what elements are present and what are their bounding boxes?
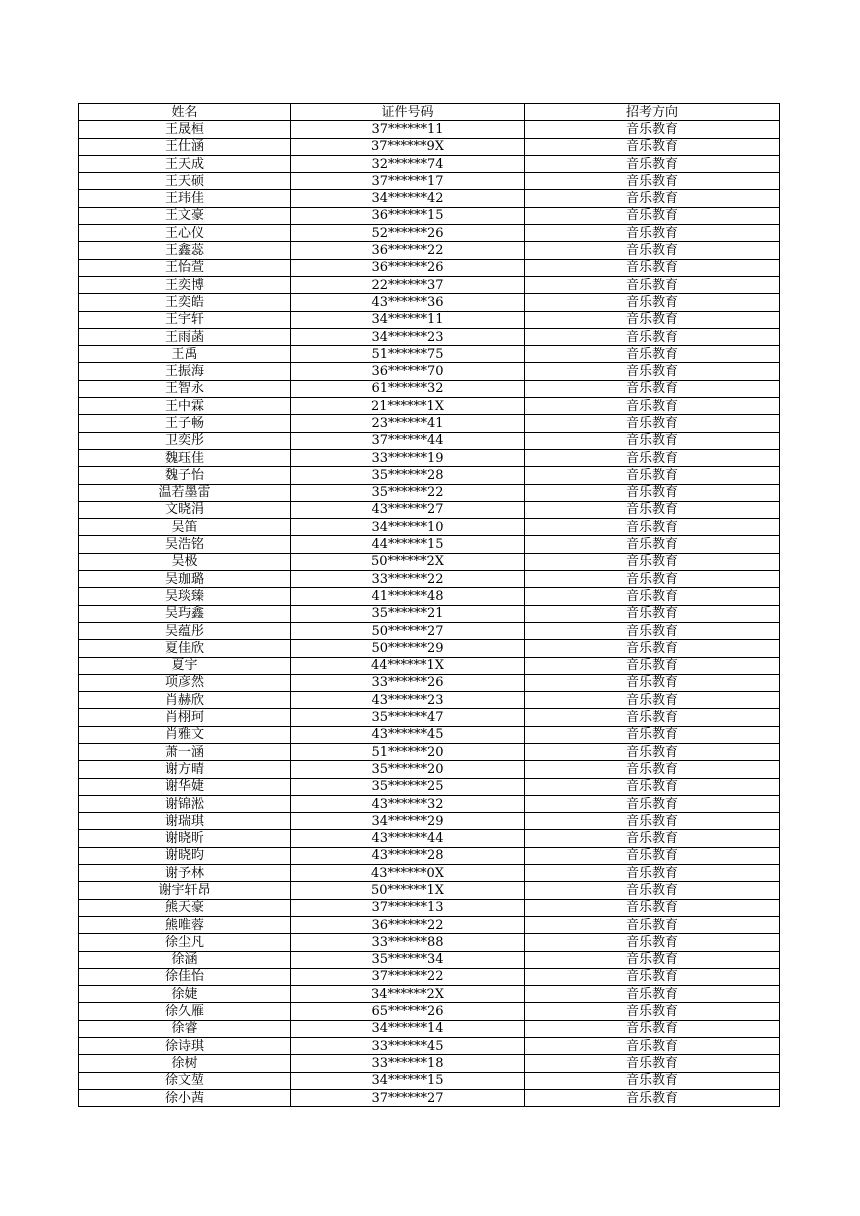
direction-cell: 音乐教育 [525, 934, 780, 951]
direction-cell: 音乐教育 [525, 380, 780, 397]
direction-cell: 音乐教育 [525, 657, 780, 674]
name-cell: 吴珈璐 [79, 571, 291, 588]
direction-cell: 音乐教育 [525, 605, 780, 622]
direction-cell: 音乐教育 [525, 640, 780, 657]
table-row [79, 311, 780, 328]
direction-cell: 音乐教育 [525, 449, 780, 466]
direction-cell: 音乐教育 [525, 622, 780, 639]
direction-cell: 音乐教育 [525, 847, 780, 864]
id-number-cell: 50******27 [291, 622, 525, 639]
table-row [79, 865, 780, 882]
id-number-cell: 33******19 [291, 449, 525, 466]
direction-cell: 音乐教育 [525, 155, 780, 172]
table-row [79, 449, 780, 466]
direction-cell: 音乐教育 [525, 138, 780, 155]
table-row [79, 778, 780, 795]
table-row [79, 830, 780, 847]
id-number-cell: 33******18 [291, 1055, 525, 1072]
id-number-cell: 37******22 [291, 968, 525, 985]
name-cell: 王鑫蕊 [79, 242, 291, 259]
table-row [79, 276, 780, 293]
name-cell: 王奕博 [79, 276, 291, 293]
direction-cell: 音乐教育 [525, 1055, 780, 1072]
table-row [79, 519, 780, 536]
name-cell: 卫奕彤 [79, 432, 291, 449]
name-cell: 王玮佳 [79, 190, 291, 207]
direction-cell: 音乐教育 [525, 276, 780, 293]
table-row [79, 899, 780, 916]
id-number-cell: 36******15 [291, 207, 525, 224]
direction-cell: 音乐教育 [525, 242, 780, 259]
name-cell: 王禹 [79, 346, 291, 363]
name-cell: 谢晓昀 [79, 847, 291, 864]
table-row [79, 207, 780, 224]
table-row [79, 882, 780, 899]
id-number-cell: 34******10 [291, 519, 525, 536]
id-number-cell: 34******42 [291, 190, 525, 207]
id-number-cell: 43******36 [291, 294, 525, 311]
table-row [79, 536, 780, 553]
direction-cell: 音乐教育 [525, 1020, 780, 1037]
direction-cell: 音乐教育 [525, 674, 780, 691]
name-cell: 温若墨雷 [79, 484, 291, 501]
id-number-cell: 43******0X [291, 865, 525, 882]
name-cell: 徐婕 [79, 986, 291, 1003]
id-number-cell: 35******22 [291, 484, 525, 501]
table-row [79, 346, 780, 363]
table-row [79, 622, 780, 639]
name-cell: 谢宇轩昂 [79, 882, 291, 899]
id-number-cell: 44******1X [291, 657, 525, 674]
direction-cell: 音乐教育 [525, 813, 780, 830]
table-row [79, 761, 780, 778]
id-number-cell: 43******27 [291, 501, 525, 518]
table-body [79, 121, 780, 1107]
direction-cell: 音乐教育 [525, 882, 780, 899]
roster-table [78, 103, 780, 1107]
id-number-cell: 33******88 [291, 934, 525, 951]
id-number-cell: 51******75 [291, 346, 525, 363]
direction-cell: 音乐教育 [525, 1072, 780, 1089]
table-row [79, 138, 780, 155]
direction-cell: 音乐教育 [525, 1089, 780, 1106]
name-cell: 肖栩珂 [79, 709, 291, 726]
direction-cell: 音乐教育 [525, 1038, 780, 1055]
id-number-cell: 36******70 [291, 363, 525, 380]
table-row [79, 640, 780, 657]
id-number-cell: 34******11 [291, 311, 525, 328]
name-cell: 王天成 [79, 155, 291, 172]
id-number-cell: 35******47 [291, 709, 525, 726]
header-row [79, 104, 780, 121]
table-row [79, 1003, 780, 1020]
direction-cell: 音乐教育 [525, 553, 780, 570]
direction-cell: 音乐教育 [525, 588, 780, 605]
name-cell: 王振海 [79, 363, 291, 380]
id-number-cell: 36******22 [291, 916, 525, 933]
id-number-cell: 34******2X [291, 986, 525, 1003]
id-number-cell: 37******13 [291, 899, 525, 916]
direction-cell: 音乐教育 [525, 761, 780, 778]
table-row [79, 916, 780, 933]
table-row [79, 1055, 780, 1072]
name-cell: 谢方晴 [79, 761, 291, 778]
direction-cell: 音乐教育 [525, 225, 780, 242]
id-number-cell: 32******74 [291, 155, 525, 172]
direction-cell: 音乐教育 [525, 207, 780, 224]
table-row [79, 294, 780, 311]
id-number-cell: 36******22 [291, 242, 525, 259]
direction-cell: 音乐教育 [525, 190, 780, 207]
table-row [79, 225, 780, 242]
id-number-cell: 23******41 [291, 415, 525, 432]
id-number-cell: 35******28 [291, 467, 525, 484]
direction-cell: 音乐教育 [525, 121, 780, 138]
header-name: 姓名 [79, 104, 291, 121]
direction-cell: 音乐教育 [525, 865, 780, 882]
id-number-cell: 44******15 [291, 536, 525, 553]
table-row [79, 398, 780, 415]
name-cell: 王雨菡 [79, 328, 291, 345]
id-number-cell: 22******37 [291, 276, 525, 293]
table-row [79, 847, 780, 864]
id-number-cell: 33******26 [291, 674, 525, 691]
name-cell: 徐佳怡 [79, 968, 291, 985]
table-row [79, 501, 780, 518]
table-row [79, 1072, 780, 1089]
id-number-cell: 51******20 [291, 743, 525, 760]
direction-cell: 音乐教育 [525, 501, 780, 518]
id-number-cell: 65******26 [291, 1003, 525, 1020]
table-row [79, 588, 780, 605]
id-number-cell: 52******26 [291, 225, 525, 242]
direction-cell: 音乐教育 [525, 726, 780, 743]
id-number-cell: 50******2X [291, 553, 525, 570]
id-number-cell: 43******44 [291, 830, 525, 847]
direction-cell: 音乐教育 [525, 916, 780, 933]
direction-cell: 音乐教育 [525, 432, 780, 449]
table-row [79, 415, 780, 432]
id-number-cell: 35******34 [291, 951, 525, 968]
table-row [79, 709, 780, 726]
table-row [79, 1020, 780, 1037]
table-row [79, 432, 780, 449]
id-number-cell: 43******45 [291, 726, 525, 743]
table-row [79, 467, 780, 484]
name-cell: 吴琰臻 [79, 588, 291, 605]
table-row [79, 259, 780, 276]
direction-cell: 音乐教育 [525, 311, 780, 328]
table-row [79, 743, 780, 760]
name-cell: 肖赫欣 [79, 692, 291, 709]
name-cell: 夏佳欣 [79, 640, 291, 657]
id-number-cell: 43******28 [291, 847, 525, 864]
table-row [79, 1089, 780, 1106]
table-row [79, 553, 780, 570]
direction-cell: 音乐教育 [525, 778, 780, 795]
direction-cell: 音乐教育 [525, 346, 780, 363]
direction-cell: 音乐教育 [525, 692, 780, 709]
id-number-cell: 33******45 [291, 1038, 525, 1055]
direction-cell: 音乐教育 [525, 328, 780, 345]
name-cell: 熊唯蓉 [79, 916, 291, 933]
name-cell: 项彦然 [79, 674, 291, 691]
name-cell: 王怡萱 [79, 259, 291, 276]
table-row [79, 986, 780, 1003]
name-cell: 肖雅文 [79, 726, 291, 743]
name-cell: 吴浩铭 [79, 536, 291, 553]
table-row [79, 657, 780, 674]
name-cell: 王奕皓 [79, 294, 291, 311]
name-cell: 王智永 [79, 380, 291, 397]
direction-cell: 音乐教育 [525, 467, 780, 484]
id-number-cell: 43******23 [291, 692, 525, 709]
table-row [79, 380, 780, 397]
direction-cell: 音乐教育 [525, 398, 780, 415]
name-cell: 谢予林 [79, 865, 291, 882]
name-cell: 徐树 [79, 1055, 291, 1072]
id-number-cell: 37******27 [291, 1089, 525, 1106]
name-cell: 谢晓昕 [79, 830, 291, 847]
direction-cell: 音乐教育 [525, 709, 780, 726]
name-cell: 王心仪 [79, 225, 291, 242]
direction-cell: 音乐教育 [525, 294, 780, 311]
name-cell: 谢锦淞 [79, 795, 291, 812]
table-row [79, 1038, 780, 1055]
name-cell: 谢瑞琪 [79, 813, 291, 830]
direction-cell: 音乐教育 [525, 415, 780, 432]
table-row [79, 813, 780, 830]
id-number-cell: 37******17 [291, 173, 525, 190]
table-row [79, 155, 780, 172]
id-number-cell: 34******14 [291, 1020, 525, 1037]
table-row [79, 242, 780, 259]
name-cell: 徐久雁 [79, 1003, 291, 1020]
id-number-cell: 33******22 [291, 571, 525, 588]
name-cell: 徐尘凡 [79, 934, 291, 951]
id-number-cell: 61******32 [291, 380, 525, 397]
table-row [79, 934, 780, 951]
id-number-cell: 41******48 [291, 588, 525, 605]
id-number-cell: 34******15 [291, 1072, 525, 1089]
id-number-cell: 35******21 [291, 605, 525, 622]
name-cell: 吴极 [79, 553, 291, 570]
direction-cell: 音乐教育 [525, 484, 780, 501]
name-cell: 王宇轩 [79, 311, 291, 328]
direction-cell: 音乐教育 [525, 830, 780, 847]
table-row [79, 121, 780, 138]
name-cell: 魏珏佳 [79, 449, 291, 466]
id-number-cell: 21******1X [291, 398, 525, 415]
direction-cell: 音乐教育 [525, 743, 780, 760]
header-id-number: 证件号码 [291, 104, 525, 121]
id-number-cell: 37******11 [291, 121, 525, 138]
direction-cell: 音乐教育 [525, 968, 780, 985]
name-cell: 王天硕 [79, 173, 291, 190]
direction-cell: 音乐教育 [525, 259, 780, 276]
table-row [79, 190, 780, 207]
header-direction: 招考方向 [525, 104, 780, 121]
direction-cell: 音乐教育 [525, 1003, 780, 1020]
id-number-cell: 50******1X [291, 882, 525, 899]
name-cell: 王仕涵 [79, 138, 291, 155]
table-row [79, 328, 780, 345]
name-cell: 夏宇 [79, 657, 291, 674]
name-cell: 徐诗琪 [79, 1038, 291, 1055]
name-cell: 魏子怡 [79, 467, 291, 484]
table-row [79, 795, 780, 812]
direction-cell: 音乐教育 [525, 795, 780, 812]
direction-cell: 音乐教育 [525, 986, 780, 1003]
id-number-cell: 37******44 [291, 432, 525, 449]
name-cell: 文晓涓 [79, 501, 291, 518]
name-cell: 吴玙鑫 [79, 605, 291, 622]
name-cell: 王中霖 [79, 398, 291, 415]
table-row [79, 726, 780, 743]
id-number-cell: 34******29 [291, 813, 525, 830]
table-row [79, 363, 780, 380]
table-row [79, 173, 780, 190]
direction-cell: 音乐教育 [525, 951, 780, 968]
id-number-cell: 43******32 [291, 795, 525, 812]
id-number-cell: 34******23 [291, 328, 525, 345]
name-cell: 王子畅 [79, 415, 291, 432]
name-cell: 熊天豪 [79, 899, 291, 916]
table-row [79, 951, 780, 968]
direction-cell: 音乐教育 [525, 173, 780, 190]
table-row [79, 571, 780, 588]
table-row [79, 674, 780, 691]
id-number-cell: 35******25 [291, 778, 525, 795]
table-row [79, 605, 780, 622]
name-cell: 王文豪 [79, 207, 291, 224]
direction-cell: 音乐教育 [525, 571, 780, 588]
id-number-cell: 37******9X [291, 138, 525, 155]
id-number-cell: 35******20 [291, 761, 525, 778]
name-cell: 徐睿 [79, 1020, 291, 1037]
name-cell: 谢华婕 [79, 778, 291, 795]
name-cell: 王晟桓 [79, 121, 291, 138]
table-row [79, 968, 780, 985]
name-cell: 徐文堃 [79, 1072, 291, 1089]
table-row [79, 692, 780, 709]
id-number-cell: 50******29 [291, 640, 525, 657]
direction-cell: 音乐教育 [525, 363, 780, 380]
direction-cell: 音乐教育 [525, 536, 780, 553]
table-row [79, 484, 780, 501]
direction-cell: 音乐教育 [525, 899, 780, 916]
name-cell: 吴蕴彤 [79, 622, 291, 639]
id-number-cell: 36******26 [291, 259, 525, 276]
name-cell: 吴笛 [79, 519, 291, 536]
name-cell: 徐涵 [79, 951, 291, 968]
name-cell: 徐小茜 [79, 1089, 291, 1106]
name-cell: 萧一涵 [79, 743, 291, 760]
direction-cell: 音乐教育 [525, 519, 780, 536]
